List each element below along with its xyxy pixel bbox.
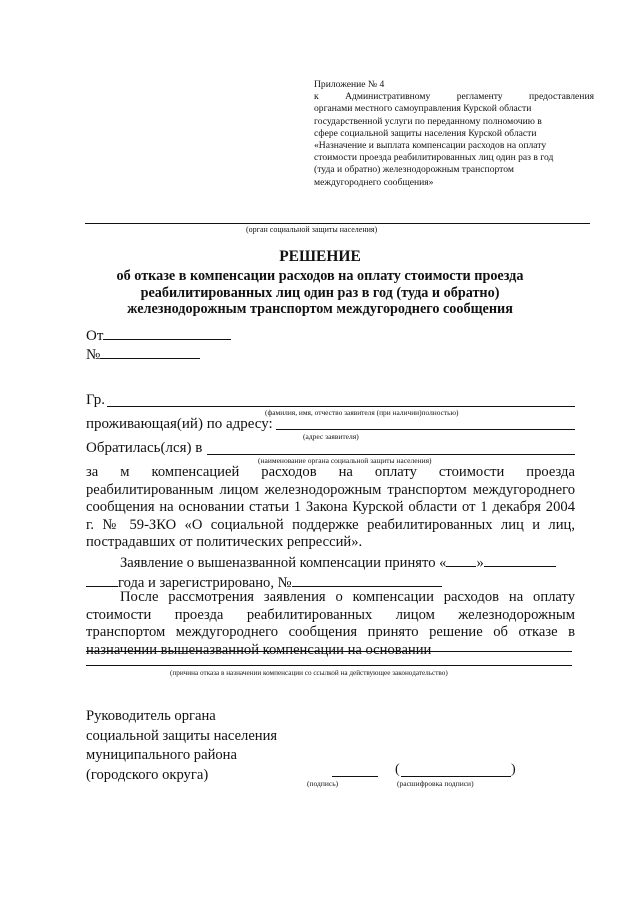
signatory-line: Руководитель органа	[86, 708, 216, 724]
appendix-block	[314, 79, 594, 189]
subtitle-line: реабилитированных лиц один раз в год (туда и обратно)	[140, 284, 500, 301]
paragraph-decision	[86, 589, 575, 659]
paragraph-line: г. № 59-ЗКО «О социальной поддержке реабилитированных лиц и лиц,	[86, 516, 575, 533]
number-label: №	[86, 347, 101, 363]
decode-open-paren: (	[395, 762, 400, 777]
appendix-line: «Назначение и выплата компенсации расходов на оплату	[314, 140, 547, 152]
applied-line	[207, 454, 575, 455]
decode-line	[401, 776, 511, 777]
statement-line: Заявление о вышеназванной компенсации принято « »	[86, 553, 575, 573]
gr-label: Гр.	[86, 392, 105, 408]
appendix-line: Приложение № 4	[314, 79, 385, 90]
appendix-line: (туда и обратно) железнодорожным транспортом	[314, 164, 514, 176]
reason-line	[86, 651, 572, 652]
document-title: РЕШЕНИЕ	[279, 248, 361, 265]
applied-label: Обратилась(лся) в	[86, 440, 203, 456]
subtitle-line: об отказе в компенсации расходов на оплату стоимости проезда	[116, 268, 524, 284]
paragraph-line: пострадавших от политических репрессий».	[86, 534, 363, 551]
statement-block	[86, 553, 575, 592]
reason-caption: (причина отказа в назначении компенсации со ссылкой на действующее законодательство)	[170, 669, 448, 677]
appendix-line: сфере социальной защиты населения Курской области	[314, 127, 537, 139]
day-field	[446, 553, 476, 567]
month-field	[484, 553, 556, 567]
from-field	[103, 326, 231, 340]
paragraph-line: назначении вышеназванной компенсации на основании	[86, 641, 432, 658]
decode-caption: (расшифровка подписи)	[397, 779, 474, 788]
paragraph-line: за м компенсацией расходов на оплату стоимости проезда	[86, 464, 575, 480]
decode-close-paren: )	[511, 762, 516, 777]
number-field	[100, 345, 200, 359]
organ-line	[85, 223, 590, 224]
year-field	[86, 573, 118, 587]
appendix-line: стоимости проезда реабилитированных лиц один раз в год	[314, 152, 554, 164]
appendix-line: государственной услуги по переданному полномочию в	[314, 115, 542, 127]
address-line	[276, 429, 575, 430]
from-label: От	[86, 328, 104, 344]
organ-caption: (орган социальной защиты населения)	[246, 225, 378, 234]
paragraph-line: транспортом междугороднего сообщения принято решение об отказе в	[86, 624, 575, 641]
appendix-line: к Административному регламенту предоставления	[314, 91, 594, 103]
reg-number-field	[292, 573, 442, 587]
applied-caption: (наименование органа социальной защиты населения)	[258, 456, 432, 465]
paragraph-line: сообщения на основании статьи 1 Закона Курской области от 1 декабря 2004	[86, 499, 575, 516]
signatory-line: (городского округа)	[86, 766, 209, 783]
subtitle-line: железнодорожным транспортом междугороднего сообщения	[127, 301, 513, 317]
address-caption: (адрес заявителя)	[303, 432, 359, 441]
signatory-line: социальной защиты населения	[86, 727, 278, 744]
address-label: проживающая(ий) по адресу:	[86, 416, 273, 432]
paragraph-line: реабилитированным лицом железнодорожным транспортом междугороднего	[86, 481, 575, 498]
appendix-line: органами местного самоуправления Курской области	[314, 103, 532, 115]
signatory-block	[86, 707, 277, 785]
gr-caption: (фамилия, имя, отчество заявителя (при наличии)полностью)	[265, 408, 459, 417]
header-fields	[86, 326, 231, 364]
signature-line	[332, 776, 378, 777]
reason-line	[86, 665, 572, 666]
paragraph-basis	[86, 464, 575, 552]
paragraph-line: стоимости проезда реабилитированных лицом железнодорожным	[86, 606, 575, 623]
appendix-line: междугороднего сообщения»	[314, 176, 434, 188]
signatory-line: муниципального района	[86, 747, 237, 763]
document-subtitle	[0, 268, 640, 318]
gr-line	[107, 406, 575, 407]
statement-line: года и зарегистрировано, №	[86, 573, 575, 593]
paragraph-line: После рассмотрения заявления о компенсации расходов на оплату	[120, 589, 575, 605]
signature-caption: (подпись)	[307, 779, 339, 788]
